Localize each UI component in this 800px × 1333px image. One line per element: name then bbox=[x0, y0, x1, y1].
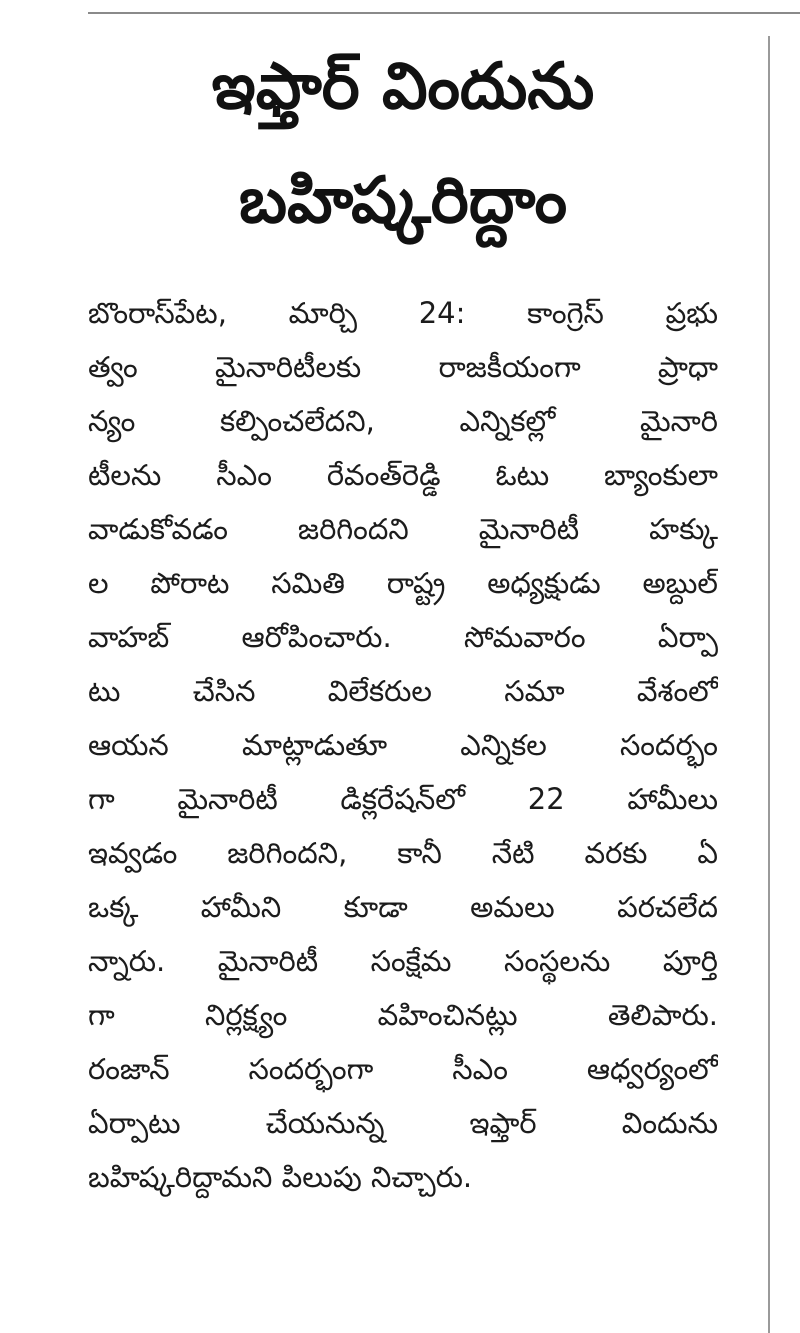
body-line-13: న్నారు. మైనారిటీ సంక్షేమ సంస్థలను పూర్తి bbox=[88, 944, 718, 978]
body-line-9: ఆయన మాట్లాడుతూ ఎన్నికల సందర్భం bbox=[88, 728, 718, 762]
body-line-17: బహిష్కరిద్దామని పిలుపు నిచ్చారు. bbox=[88, 1160, 473, 1194]
body-line-14: గా నిర్లక్ష్యం వహించినట్లు తెలిపారు. bbox=[88, 998, 718, 1032]
body-line-12: ఒక్క హామీని కూడా అమలు పరచలేద bbox=[88, 890, 718, 924]
top-divider-rule bbox=[88, 12, 800, 14]
body-line-8: టు చేసిన విలేకరుల సమా వేశంలో bbox=[88, 674, 718, 708]
body-line-10: గా మైనారిటీ డిక్లరేషన్‌లో 22 హామీలు bbox=[88, 782, 718, 816]
body-line-1: బొంరాస్‌పేట, మార్చి 24: కాంగ్రెస్ ప్రభు bbox=[88, 296, 718, 330]
news-article bbox=[88, 30, 718, 1204]
headline-line-2: బహిష్కరిద్దాం bbox=[238, 164, 568, 238]
body-line-2: త్వం మైనారిటీలకు రాజకీయంగా ప్రాధా bbox=[88, 350, 718, 384]
body-line-5: వాడుకోవడం జరిగిందని మైనారిటీ హక్కు bbox=[88, 512, 718, 546]
body-line-16: ఏర్పాటు చేయనున్న ఇఫ్తార్ విందును bbox=[88, 1106, 718, 1140]
article-headline bbox=[88, 30, 718, 258]
article-body bbox=[88, 286, 718, 1204]
body-line-6: ల పోరాట సమితి రాష్ట్ర అధ్యక్షుడు అబ్దుల్ bbox=[88, 566, 718, 600]
headline-line-1: ఇఫ్తార్ విందును bbox=[211, 50, 595, 124]
body-line-7: వాహబ్ ఆరోపించారు. సోమవారం ఏర్పా bbox=[88, 620, 718, 654]
body-line-4: టీలను సీఎం రేవంత్‌రెడ్డి ఓటు బ్యాంకులా bbox=[88, 458, 718, 492]
body-line-11: ఇవ్వడం జరిగిందని, కానీ నేటి వరకు ఏ bbox=[88, 836, 718, 870]
body-line-15: రంజాన్ సందర్భంగా సీఎం ఆధ్వర్యంలో bbox=[88, 1052, 718, 1086]
column-divider-rule bbox=[768, 36, 770, 1333]
body-line-3: న్యం కల్పించలేదని, ఎన్నికల్లో మైనారి bbox=[88, 404, 718, 438]
